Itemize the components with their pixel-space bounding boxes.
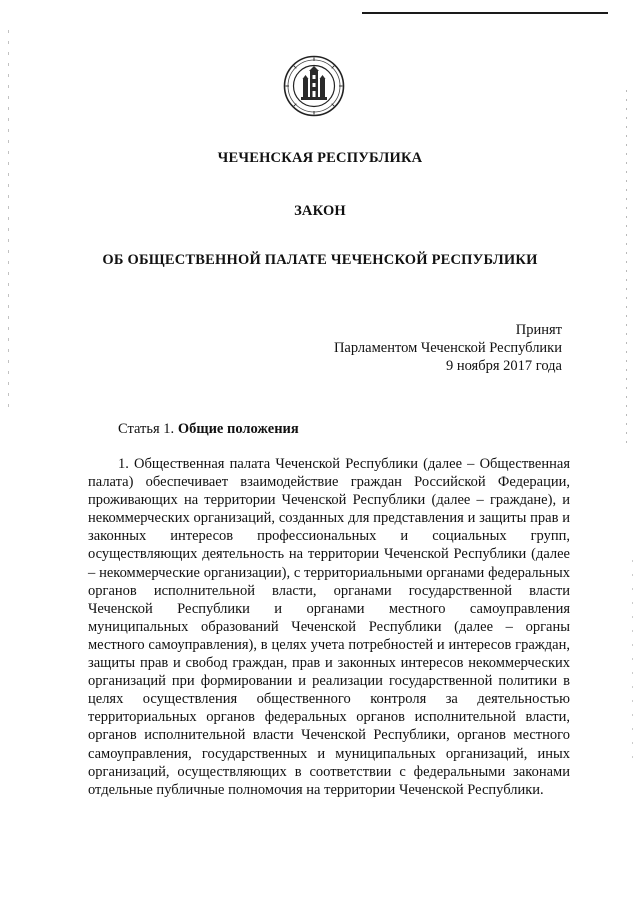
scan-edge-right-lower — [632, 560, 633, 760]
region-heading: ЧЕЧЕНСКАЯ РЕСПУБЛИКА — [217, 150, 423, 166]
law-title: ОБ ОБЩЕСТВЕННОЙ ПАЛАТЕ ЧЕЧЕНСКОЙ РЕСПУБЛИКИ — [102, 252, 538, 268]
article-heading — [118, 421, 299, 438]
adopted-by: Парламентом Чеченской Республики — [333, 340, 562, 356]
article-paragraph-1: 1. Общественная палата Чеченской Республики (далее – Общественная палата) обеспечивает взаимодействие граждан Российской Федерации, проживающих на территории Чеченской Республики (далее – граждане), и некоммерческих организаций, созданных для представления и защиты прав и законных интересов профессиональных и социальных групп, осуществляющих деятельность на территории Чеченской Республики (далее – некоммерческие организации), с территориальными органами федеральных органов исполнительной власти, органами государственной власти Чеченской Республики и органами местного самоуправления муниципальных образований Чеченской Республики (далее – органы местного самоуправления), в целях учета потребностей и интересов граждан, защиты прав и свобод граждан, прав и законных интересов некоммерческих организаций при формировании и реализации государственной политики в целях осуществления общественного контроля за деятельностью территориальных органов федеральных органов исполнительной власти, органов исполнительной власти Чеченской Республики, органов местного самоуправления, государственных и муниципальных организаций, иных организаций, осуществляющих в соответствии с федеральными законами отдельные публичные полномочия на территории Чеченской Республики. — [88, 456, 570, 798]
article-title: Общие положения — [177, 421, 299, 437]
adopted-label: Принят — [515, 322, 562, 338]
scan-edge-right — [626, 90, 627, 450]
top-rule — [362, 12, 608, 14]
article-number: Статья 1. — [118, 421, 175, 437]
document-type-heading: ЗАКОН — [294, 203, 346, 219]
scan-edge-left — [8, 30, 9, 410]
adopted-date: 9 ноября 2017 года — [445, 358, 562, 374]
adoption-block — [334, 321, 562, 375]
coat-of-arms-icon — [283, 55, 345, 117]
